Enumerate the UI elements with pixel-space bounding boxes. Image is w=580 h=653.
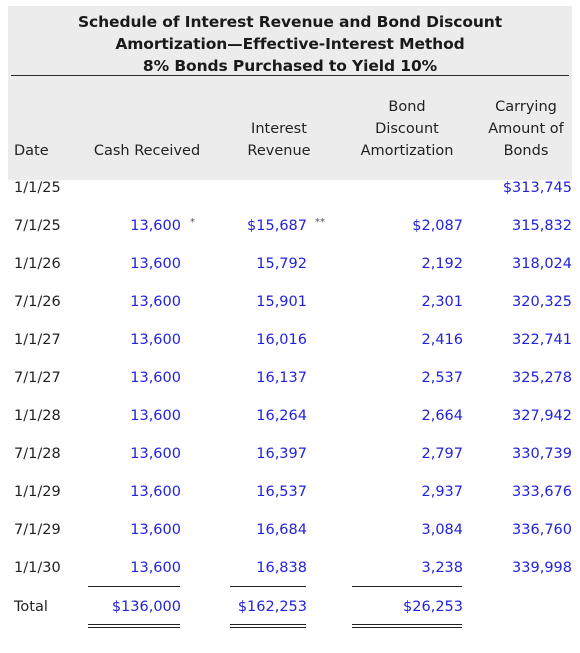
column-header-amortization xyxy=(352,96,462,162)
table-row xyxy=(8,519,572,541)
row-date: 1/1/26 xyxy=(14,256,61,272)
row-discount-amortization: 2,301 xyxy=(421,294,463,310)
row-carrying-amount: 330,739 xyxy=(512,446,572,462)
row-carrying-amount: 327,942 xyxy=(512,408,572,424)
column-header-carrying-line-2: Amount of xyxy=(488,121,564,137)
row-discount-amortization: 2,416 xyxy=(421,332,463,348)
row-cash-received: 13,600 xyxy=(130,256,181,272)
row-cash-received: 13,600 xyxy=(130,522,181,538)
column-header-interest-line-2: Revenue xyxy=(247,143,311,159)
row-discount-amortization: 3,084 xyxy=(421,522,463,538)
row-cash-received: 13,600 xyxy=(130,294,181,310)
row-discount-amortization: 2,937 xyxy=(421,484,463,500)
row-interest-revenue: 15,901 xyxy=(256,294,307,310)
total-cash-received: $136,000 xyxy=(111,599,181,615)
row-interest-revenue: 16,684 xyxy=(256,522,307,538)
column-header-interest-line-1: Interest xyxy=(251,121,307,137)
row-cash-received: 13,600 xyxy=(130,446,181,462)
row-cash-received: 13,600 xyxy=(130,370,181,386)
row-date: 7/1/29 xyxy=(14,522,61,538)
row-date: 1/1/25 xyxy=(14,180,61,196)
title-line-1: Schedule of Interest Revenue and Bond Discount xyxy=(77,13,503,31)
row-date: 1/1/28 xyxy=(14,408,61,424)
row-carrying-amount: 315,832 xyxy=(512,218,572,234)
table-row xyxy=(8,367,572,389)
row-carrying-amount: 339,998 xyxy=(512,560,572,576)
table-row xyxy=(8,215,572,237)
title-line-3: 8% Bonds Purchased to Yield 10% xyxy=(142,57,438,75)
total-label: Total xyxy=(14,599,48,615)
row-discount-amortization: 3,238 xyxy=(421,560,463,576)
row-discount-amortization: 2,797 xyxy=(421,446,463,462)
column-header-date xyxy=(14,140,49,162)
row-interest-revenue: 16,838 xyxy=(256,560,307,576)
row-carrying-amount: 322,741 xyxy=(512,332,572,348)
row-date: 7/1/26 xyxy=(14,294,61,310)
row-interest-revenue: 16,016 xyxy=(256,332,307,348)
row-interest-revenue: 16,397 xyxy=(256,446,307,462)
row-date: 1/1/29 xyxy=(14,484,61,500)
amortization-schedule xyxy=(8,6,572,615)
column-header-carrying-line-1: Carrying xyxy=(495,99,557,115)
row-carrying-amount: $313,745 xyxy=(502,180,572,196)
row-carrying-amount: 325,278 xyxy=(512,370,572,386)
table-row xyxy=(8,253,572,275)
cash-footnote-mark: * xyxy=(190,217,195,228)
schedule-title xyxy=(8,6,572,77)
column-header-amortization-line-3: Amortization xyxy=(360,143,454,159)
interest-total-double-rule xyxy=(230,624,306,628)
row-interest-revenue: 16,264 xyxy=(256,408,307,424)
row-cash-received: 13,600 xyxy=(130,484,181,500)
row-cash-received: 13,600 xyxy=(130,332,181,348)
row-discount-amortization: 2,664 xyxy=(421,408,463,424)
amortization-subtotal-rule xyxy=(352,586,462,587)
interest-footnote-mark: ** xyxy=(315,217,325,228)
row-interest-revenue: 15,792 xyxy=(256,256,307,272)
row-interest-revenue: $15,687 xyxy=(247,218,307,234)
table-row-initial xyxy=(8,177,572,199)
column-header-amortization-line-2: Discount xyxy=(375,121,439,137)
total-discount-amortization: $26,253 xyxy=(403,599,463,615)
total-interest-revenue: $162,253 xyxy=(237,599,307,615)
row-carrying-amount: 333,676 xyxy=(512,484,572,500)
row-date: 7/1/27 xyxy=(14,370,61,386)
amortization-total-double-rule xyxy=(352,624,462,628)
row-cash-received: 13,600 xyxy=(130,408,181,424)
interest-subtotal-rule xyxy=(230,586,306,587)
row-cash-received: 13,600 xyxy=(130,560,181,576)
row-carrying-amount: 318,024 xyxy=(512,256,572,272)
column-header-interest xyxy=(236,118,322,162)
table-row xyxy=(8,443,572,465)
row-date: 1/1/30 xyxy=(14,560,61,576)
row-cash-received: 13,600 xyxy=(130,218,181,234)
table-row xyxy=(8,329,572,351)
table-row xyxy=(8,557,572,579)
column-header-cash xyxy=(90,140,204,162)
title-divider xyxy=(11,75,569,76)
cash-total-double-rule xyxy=(88,624,180,628)
row-date: 1/1/27 xyxy=(14,332,61,348)
row-discount-amortization: $2,087 xyxy=(412,218,463,234)
column-header-carrying-line-3: Bonds xyxy=(503,143,549,159)
table-row-total xyxy=(8,596,572,618)
table-row xyxy=(8,405,572,427)
row-date: 7/1/28 xyxy=(14,446,61,462)
table-row xyxy=(8,291,572,313)
column-header-date-label: Date xyxy=(14,143,49,159)
title-line-2: Amortization—Effective-Interest Method xyxy=(115,35,465,53)
table-row xyxy=(8,481,572,503)
row-discount-amortization: 2,537 xyxy=(421,370,463,386)
column-header-carrying xyxy=(480,96,572,162)
row-interest-revenue: 16,137 xyxy=(256,370,307,386)
row-interest-revenue: 16,537 xyxy=(256,484,307,500)
row-discount-amortization: 2,192 xyxy=(421,256,463,272)
table-header xyxy=(8,6,572,180)
column-header-amortization-line-1: Bond xyxy=(388,99,426,115)
cash-subtotal-rule xyxy=(88,586,180,587)
row-date: 7/1/25 xyxy=(14,218,61,234)
row-carrying-amount: 336,760 xyxy=(512,522,572,538)
column-header-cash-label: Cash Received xyxy=(93,143,201,159)
row-carrying-amount: 320,325 xyxy=(512,294,572,310)
